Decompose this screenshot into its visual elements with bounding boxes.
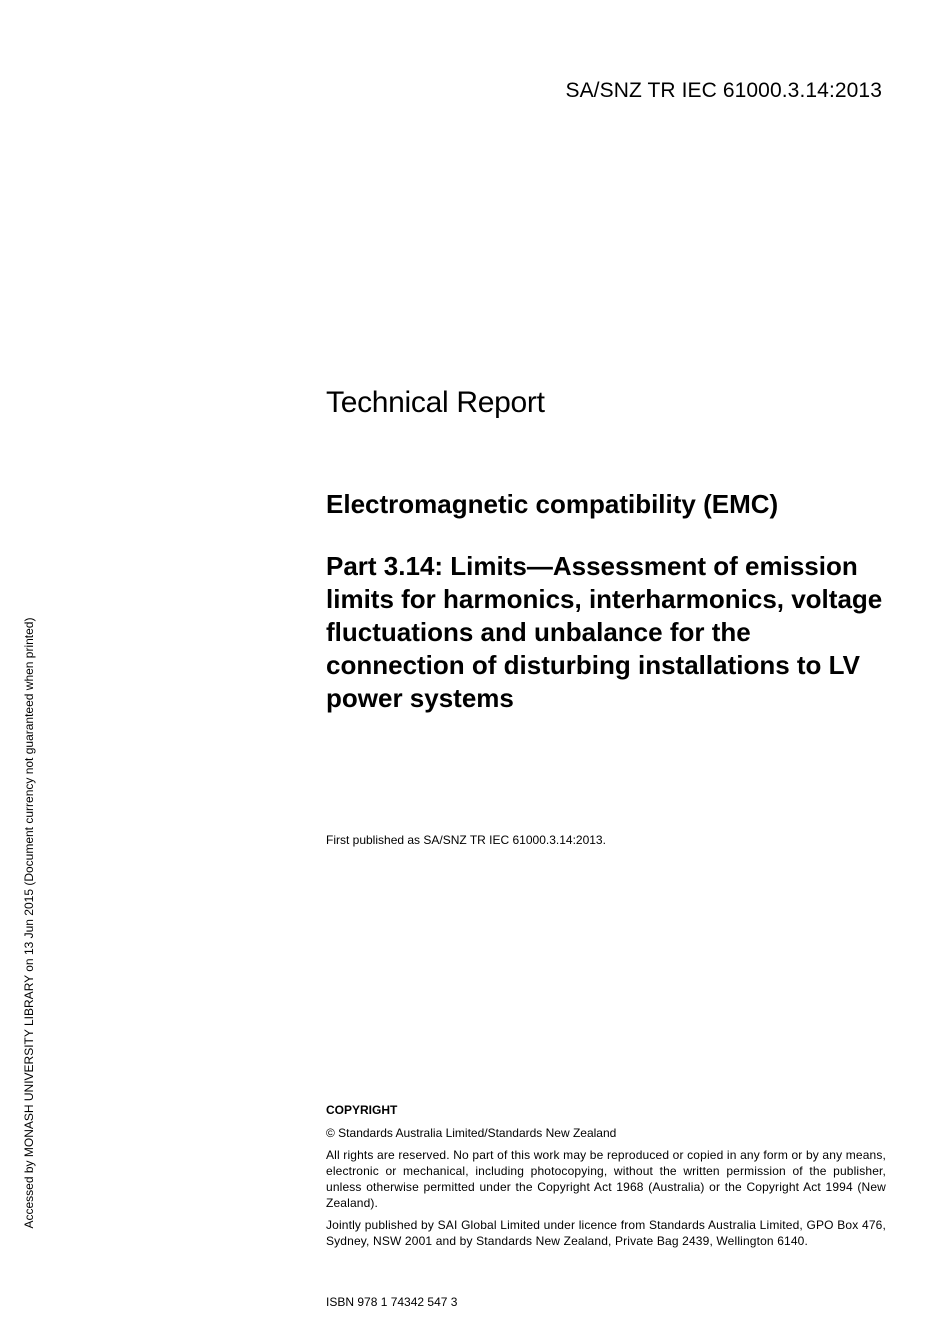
copyright-owner: © Standards Australia Limited/Standards New Zealand: [326, 1126, 617, 1140]
copyright-publisher: Jointly published by SAI Global Limited under licence from Standards Australia Limited, GPO Box 476, Sydney, NSW 2001 and by Standards New Zealand, Private Bag 2439, Wellington 6140.: [326, 1218, 886, 1248]
isbn: ISBN 978 1 74342 547 3: [326, 1295, 458, 1309]
copyright-heading: COPYRIGHT: [326, 1103, 398, 1117]
document-title: Electromagnetic compatibility (EMC): [326, 489, 779, 519]
part-title: Part 3.14: Limits—Assessment of emission limits for harmonics, interharmonics, voltage fluctuations and unbalance for the connection of disturbing installations to LV power systems: [326, 551, 883, 713]
access-watermark: Accessed by MONASH UNIVERSITY LIBRARY on 13 Jun 2015 (Document currency not guaranteed when printed): [22, 617, 36, 1229]
first-published-note: First published as SA/SNZ TR IEC 61000.3.14:2013.: [326, 833, 606, 847]
copyright-rights: All rights are reserved. No part of this work may be reproduced or copied in any form or by any means, electronic or mechanical, including photocopying, without the written permission of the publisher, unless otherwise permitted under the Copyright Act 1968 (Australia) or the Copyright Act 1994 (New Zealand).: [326, 1148, 886, 1210]
document-id: SA/SNZ TR IEC 61000.3.14:2013: [565, 79, 882, 102]
report-type: Technical Report: [326, 386, 545, 419]
copyright-block: [326, 1102, 886, 1255]
